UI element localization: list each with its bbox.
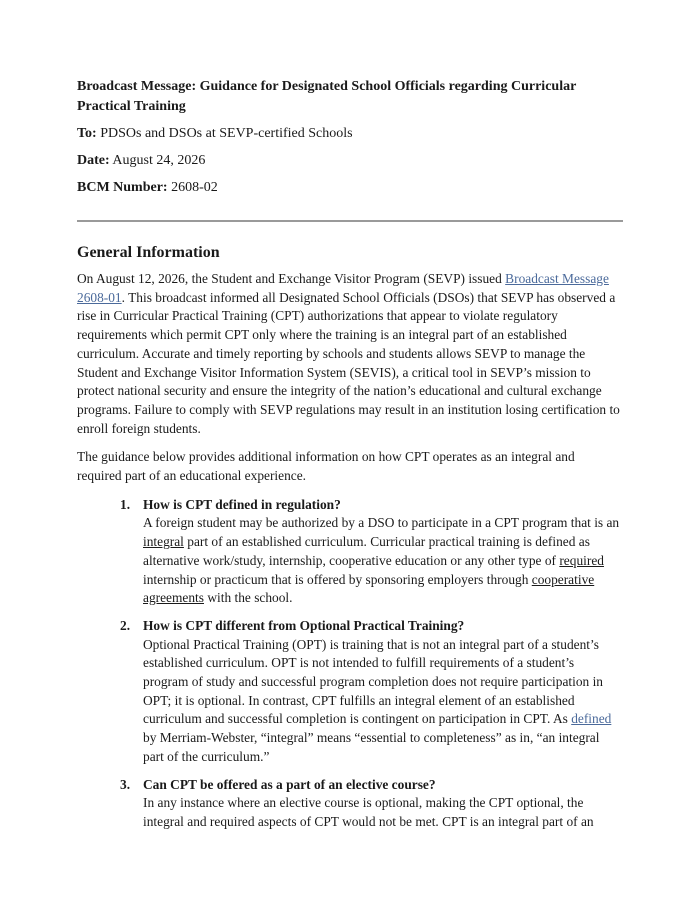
question-item-1 <box>77 496 622 608</box>
to-line <box>77 124 622 144</box>
general-paragraph-1 <box>77 270 622 438</box>
general-p1-text-b: . This broadcast informed all Designated School Officials (DSOs) that SEVP has observed a rise in Curricular Practical Training (CPT) authorizations that appear to violate regulatory requirements which permit CPT only where the training is an integral part of an established curriculum. Accurate and timely reporting by schools and students allows SEVP to manage the Student and Exchange Visitor Information System (SEVIS), a critical tool in SEVP’s mission to protect national security and ensure the integrity of the nation’s educational and cultural exchange programs. Failure to comply with SEVP regulations may result in an institution losing certification to enroll foreign students. <box>77 289 620 436</box>
question-number: 2. <box>120 617 131 633</box>
bcm-value: 2608-02 <box>171 180 218 195</box>
section-heading-general: General Information <box>77 244 220 261</box>
memo-header <box>77 77 622 198</box>
date-line <box>77 151 622 171</box>
defined-link[interactable]: defined <box>571 711 612 727</box>
answer-text: internship or practicum that is offered by sponsoring employers through <box>143 571 532 587</box>
question-item-3 <box>77 776 622 832</box>
memo-title: Broadcast Message: Guidance for Designated School Officials regarding Curricular Practical Training <box>77 79 577 114</box>
horizontal-divider <box>77 220 623 222</box>
general-paragraph-2: The guidance below provides additional information on how CPT operates as an integral and required part of an educational experience. <box>77 449 575 484</box>
to-label: To: <box>77 126 97 141</box>
underlined-term-required: required <box>559 552 604 568</box>
answer-text: with the school. <box>203 590 293 606</box>
general-p1-text-a: On August 12, 2026, the Student and Exchange Visitor Program (SEVP) issued <box>77 271 506 286</box>
date-value: August 24, 2026 <box>112 153 206 168</box>
underlined-term-cooperative-agreements: cooperative agreements <box>143 571 595 606</box>
question-title: How is CPT different from Optional Practical Training? <box>143 617 465 633</box>
question-title: Can CPT be offered as a part of an elective course? <box>143 776 436 792</box>
answer-text: Optional Practical Training (OPT) is training that is not an integral part of a student’s established curriculum. OPT is not intended to fulfill requirements of a student’s program of study and successful program completion does not require participation in OPT; it is optional. In contrast, CPT fulfills an integral element of an established curriculum and successful completion is contingent on participation in CPT. As <box>143 636 603 727</box>
broadcast-message-link[interactable]: Broadcast Message 2608-01 <box>77 271 609 305</box>
bcm-label: BCM Number: <box>77 180 168 195</box>
to-value: PDSOs and DSOs at SEVP-certified Schools <box>100 126 353 141</box>
answer-text: A foreign student may be authorized by a DSO to participate in a CPT program that is an <box>143 515 620 531</box>
bcm-line <box>77 178 622 198</box>
date-label: Date: <box>77 153 110 168</box>
question-title: How is CPT defined in regulation? <box>143 496 341 512</box>
question-number: 3. <box>120 776 131 792</box>
question-number: 1. <box>120 496 131 512</box>
underlined-term-integral: integral <box>143 534 184 550</box>
question-list <box>77 496 622 832</box>
question-answer: In any instance where an elective course is optional, making the CPT optional, the integral and required aspects of CPT would not be met. CPT is an integral part of an <box>143 795 594 829</box>
question-item-2 <box>77 617 622 767</box>
question-answer <box>143 636 622 767</box>
question-answer <box>143 514 622 608</box>
answer-text: part of an established curriculum. Curricular practical training is defined as alternative work/study, internship, cooperative education or any other type of <box>143 534 590 568</box>
answer-text: by Merriam-Webster, “integral” means “essential to completeness” as in, “an integral part of the curriculum.” <box>143 730 600 764</box>
